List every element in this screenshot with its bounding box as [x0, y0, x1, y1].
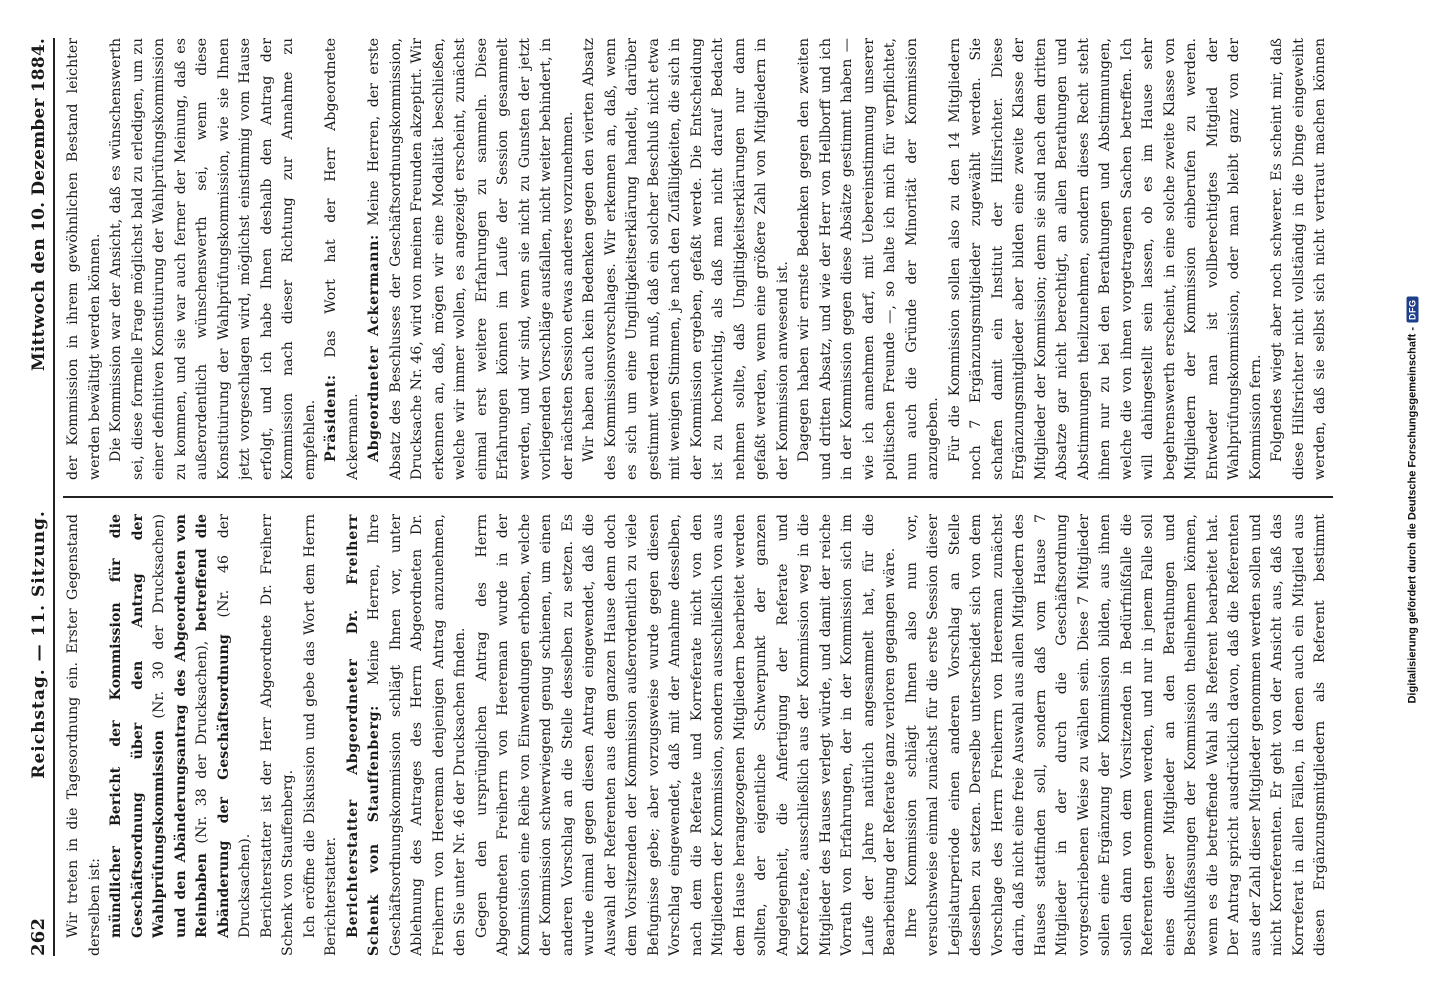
speaker-name: Präsident:	[323, 374, 339, 462]
speech-paragraph: Präsident: Das Wort hat der Herr Abgeordnete Ackermann.	[323, 38, 361, 480]
paragraph: Wir haben auch kein Bedenken gegen den vierten Absatz des Kommissionsvorschlages. Wir erkennen an, daß, wenn es sich um eine Ungiltigkeitserklärung handelt, darüber gestimmt werden muß, daß ein solcher Beschluß nicht etwa mit wenigen Stimmen, je nach den Zufälligkeiten, die sich in der Kommission ergeben, gefaßt werde. Die Entscheidung ist zu hochwichtig, als daß man nicht darauf Bedacht nehmen sollte, daß Ungiltigkeitserklärungen nur dann gefaßt werden, wenn eine größere Zahl von Mitgliedern in der Kommission anwesend ist.	[581, 38, 791, 480]
digitization-credit	[1400, 0, 1424, 1000]
paragraph: Für die Kommission sollen also zu den 14 Mitgliedern noch 7 Ergänzungsmitglieder zugewählt werden. Sie schaffen damit ein Institut der Hilfsrichter. Diese Ergänzungsmitglieder aber bilden eine zweite Klasse der Mitglieder der Kommission; denn sie sind nach dem dritten Absatze gar nicht berechtigt, an allen Berathungen und Abstimmungen theilzunehmen, sondern dieses Recht steht ihnen nur zu bei den Berathungen und Abstimmungen, welche die von ihnen vorgetragenen Sachen betreffen. Ich will dahingestellt sein lassen, ob es im Hause sehr begehrenswerth erscheint, in eine solche zweite Klasse von Mitgliedern der Kommission einberufen zu werden. Entweder man ist vollberechtigtes Mitglied der Wahlprüfungskommission, oder man bleibt ganz von der Kommission fern.	[946, 38, 1264, 480]
text-columns	[63, 38, 1333, 956]
paragraph: Die Kommission war der Ansicht, daß es wünschenswerth sei, diese formelle Frage möglichst bald zu erledigen, um zu einer definitiven Konstituirung der Wahlprüfungskommission zu kommen, und sie war auch ferner der Meinung, daß es außerordentlich wünschenswerth sei, wenn diese Konstituirung der Wahlprüfungskommission, wie sie Ihnen jetzt vorgeschlagen wird, möglichst einstimmig vom Hause erfolgt, und ich habe Ihnen deshalb den Antrag der Kommission nach dieser Richtung zur Annahme zu empfehlen.	[108, 38, 318, 480]
running-title: Reichstag. — 11. Sitzung.	[29, 510, 49, 779]
paragraph: Berichterstatter ist der Herr Abgeordnete Dr. Freiherr Schenk von Stauffenberg.	[258, 514, 296, 956]
page-number: 262	[28, 917, 49, 956]
paragraph: Dagegen haben wir ernste Bedenken gegen den zweiten und dritten Absatz, und wie der Herr von Hellborff und ich in der Kommission gegen diese Absätze gestimmt haben — wie ich annehmen darf, mit Uebereinstimmung unserer politischen Freunde —, so halte ich mich für verpflichtet, nun auch die Gründe der Minorität der Kommission anzugeben.	[796, 38, 941, 480]
paragraph: Ihre Kommission schlägt Ihnen also nun vor, versuchsweise einmal zunächst für die erste Session dieser Legislaturperiode einen anderen Vorschlag an Stelle desselben zu setzen. Derselbe unterscheidet sich von dem Vorschlage des Herrn Freiherrn von Heereman zunächst darin, daß nicht eine freie Auswahl aus allen Mitgliedern des Hauses stattfinden soll, sondern daß vom Hause 7 Mitglieder in der durch die Geschäftsordnung vorgeschriebenen Weise zu wählen sein. Diese 7 Mitglieder sollen eine Ergänzung der Kommission bilden, aus ihnen sollen dann von dem Vorsitzenden in Bedürfnißfalle die Referenten genommen werden, und nur in jenem Falle soll eines dieser Mitglieder an den Berathungen und Beschlußfassungen der Kommission theilnehmen können, wenn es die betreffende Wahl als Referent bearbeitet hat. Der Antrag spricht ausdrücklich davon, daß die Referenten aus der Zahl dieser Mitglieder genommen werden sollen und nicht Korreferenten. Er geht von der Ansicht aus, daß das Korreferat in allen Fällen, in denen auch ein Mitglied aus diesen Ergänzungsmitgliedern als Referent bestimmt	[903, 514, 1328, 956]
speech-paragraph: Abgeordneter Ackermann: Meine Herren, der erste Absatz des Beschlusses der Geschäftsordnungskommission, Drucksache Nr. 46, wird von meinen Freunden akzeptirt. Wir erkennen an, daß, mögen wir eine Modalität beschließen, welche wir immer wollen, es angezeigt erscheint, zunächst einmal erst weitere Erfahrungen zu sammeln. Diese Erfahrungen können im Laufe der Session gesammelt werden, und wir sind, wenn sie nicht zu Gunsten der jetzt vorliegenden Vorschläge ausfallen, nicht weiter behindert, in der nächsten Session etwas anderes vorzunehmen.	[366, 38, 576, 480]
paragraph: Gegen den ursprünglichen Antrag des Herrn Abgeordneten Freiherrn von Heereman wurde in der Kommission eine Reihe von Einwendungen erhoben, welche der Kommission schwerwiegend genug schienen, um einen anderen Vorschlag an die Stelle desselben zu setzen. Es wurde einmal gegen diesen Antrag eingewendet, daß die Auswahl der Referenten aus dem ganzen Hause denn doch dem Vorsitzenden der Kommission außerordentlich zu viele Befugnisse gebe; aber vorzugsweise wurde gegen diesen Vorschlag eingewendet, daß mit der Annahme desselben, nach dem die Referate und Korreferate nicht von den Mitgliedern der Kommission, sondern ausschließlich von aus dem Hause herangezogenen Mitgliedern bearbeitet werden sollten, der eigentliche Schwerpunkt der ganzen Angelegenheit, die Anfertigung der Referate und Korreferate, ausschließlich aus der Kommission weg in die Mitglieder des Hauses verlegt würde, und damit der reiche Vorrath von Erfahrungen, der in der Kommission sich im Laufe der Jahre natürlich angesammelt hat, für die Bearbeitung der Referate ganz verloren gegangen wäre.	[473, 514, 898, 956]
credit-text: Digitalisierung gefördert durch die Deutsche Forschungsgemeinschaft -	[1406, 326, 1419, 704]
speech-paragraph: Berichterstatter Abgeordneter Dr. Freiherr Schenk von Stauffenberg: Meine Herren, Ihre Geschäftsordnungskommission schlägt Ihnen vor, unter Ablehnung des Antrages des Herrn Abgeordneten Dr. Freiherrn von Heereman denjenigen Antrag anzunehmen, den Sie unter Nr. 46 der Drucksachen finden.	[344, 514, 468, 956]
speaker-name: Berichterstatter Abgeordneter Dr. Freiherr Schenk von Stauffenberg:	[344, 514, 382, 956]
paragraph: Ich eröffne die Diskussion und gebe das Wort dem Herrn Berichterstatter.	[301, 514, 339, 956]
paragraph: Wir treten in die Tagesordnung ein. Erster Gegenstand derselben ist:	[65, 514, 103, 956]
running-head	[28, 38, 55, 956]
right-column	[63, 38, 1333, 480]
dfg-logo: DFG	[1406, 296, 1418, 323]
paragraph: Folgendes wiegt aber noch schwerer. Es scheint mir, daß diese Hilfsrichter nicht vollständig in die Dinge eingeweiht werden, daß sie selbst sich nicht vertraut machen können	[1269, 38, 1328, 480]
running-date: Mittwoch den 10. Dezember 1884.	[29, 38, 49, 372]
column-divider	[63, 496, 1333, 498]
speaker-name: Abgeordneter Ackermann:	[366, 234, 382, 462]
left-column	[63, 514, 1333, 956]
paragraph: der Kommission in ihrem gewöhnlichen Bestand leichter werden bewältigt werden können.	[65, 38, 103, 480]
agenda-item: mündlicher Bericht der Kommission für die Geschäftsordnung über den Antrag der Wahlprüfungskommission (Nr. 30 der Drucksachen) und den Abänderungsantrag des Abgeordneten von Reinbaben (Nr. 38 der Drucksachen), betreffend die Abänderung der Geschäftsordnung (Nr. 46 der Drucksachen).	[108, 514, 253, 938]
